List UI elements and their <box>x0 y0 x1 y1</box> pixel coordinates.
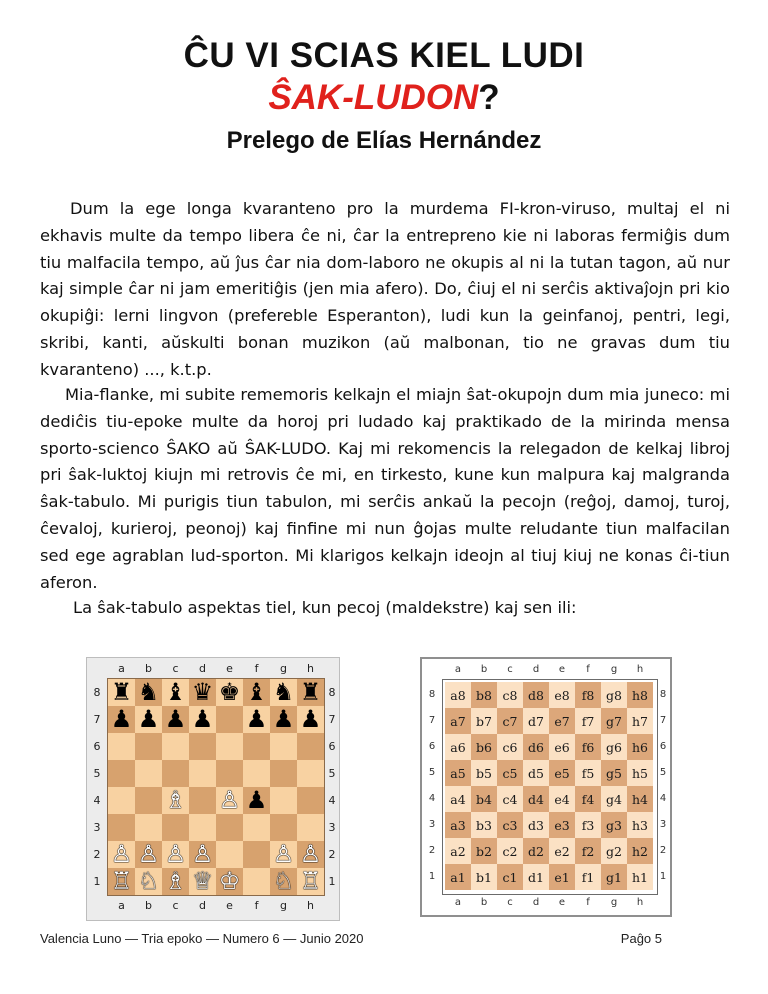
file-label-bottom: h <box>636 897 644 908</box>
coordinate-square: f7 <box>575 708 601 734</box>
chess-piece-b7: ♟ <box>137 705 160 733</box>
coordinate-square: g4 <box>601 786 627 812</box>
coordinate-square: h2 <box>627 838 653 864</box>
file-label-top: g <box>610 664 618 675</box>
rank-label-right: 5 <box>328 767 336 780</box>
rank-label-left: 4 <box>428 793 436 804</box>
coordinate-square: d4 <box>523 786 549 812</box>
file-label-top: a <box>454 664 462 675</box>
coordinate-square: c5 <box>497 760 523 786</box>
file-label-bottom: c <box>172 899 179 912</box>
coordinate-square: f4 <box>575 786 601 812</box>
chess-piece-h2: ♙ <box>299 840 322 868</box>
square-f4 <box>243 787 270 814</box>
square-b1 <box>135 868 162 895</box>
rank-label-right: 8 <box>328 686 336 699</box>
rank-label-right: 7 <box>328 713 336 726</box>
file-label-bottom: e <box>558 897 566 908</box>
square-a7 <box>108 706 135 733</box>
chess-piece-a8: ♜ <box>110 678 133 706</box>
file-label-top: d <box>532 664 540 675</box>
coordinate-square: a3 <box>445 812 471 838</box>
rank-label-left: 6 <box>428 741 436 752</box>
footer-page-number: Paĝo 5 <box>620 931 662 946</box>
square-c7 <box>162 706 189 733</box>
rank-label-left: 7 <box>93 713 101 726</box>
square-h7 <box>297 706 324 733</box>
coordinate-square: e6 <box>549 734 575 760</box>
square-c4 <box>162 787 189 814</box>
rank-label-left: 3 <box>93 821 101 834</box>
square-d1 <box>189 868 216 895</box>
square-e5 <box>216 760 243 787</box>
chess-piece-g8: ♞ <box>272 678 295 706</box>
chess-piece-c2: ♙ <box>164 840 187 868</box>
square-d8 <box>189 679 216 706</box>
coordinate-square: d6 <box>523 734 549 760</box>
square-h8 <box>297 679 324 706</box>
coordinate-square: g7 <box>601 708 627 734</box>
square-c2 <box>162 841 189 868</box>
file-label-bottom: a <box>118 899 125 912</box>
square-c8 <box>162 679 189 706</box>
square-a3 <box>108 814 135 841</box>
coordinate-square: g5 <box>601 760 627 786</box>
square-g2 <box>270 841 297 868</box>
coordinate-square: h6 <box>627 734 653 760</box>
coordinate-square: d1 <box>523 864 549 890</box>
coordinate-square: a6 <box>445 734 471 760</box>
coordinate-square: b3 <box>471 812 497 838</box>
square-f8 <box>243 679 270 706</box>
file-label-bottom: f <box>586 897 590 908</box>
file-label-bottom: f <box>254 899 259 912</box>
square-e4 <box>216 787 243 814</box>
rank-label-right: 1 <box>328 875 336 888</box>
coordinate-square: c1 <box>497 864 523 890</box>
coordinate-square: a8 <box>445 682 471 708</box>
chess-piece-d1: ♕ <box>191 867 214 895</box>
coordinate-square: b8 <box>471 682 497 708</box>
chess-piece-d7: ♟ <box>191 705 214 733</box>
rank-label-left: 8 <box>93 686 101 699</box>
coordinate-grid <box>445 682 653 890</box>
coordinate-square: e1 <box>549 864 575 890</box>
coordinate-square: e8 <box>549 682 575 708</box>
chess-piece-e4: ♙ <box>218 786 241 814</box>
coordinate-square: g2 <box>601 838 627 864</box>
rank-label-left: 2 <box>93 848 101 861</box>
square-b6 <box>135 733 162 760</box>
chess-piece-b8: ♞ <box>137 678 160 706</box>
rank-label-right: 3 <box>328 821 336 834</box>
file-label-top: e <box>558 664 566 675</box>
square-h6 <box>297 733 324 760</box>
chess-piece-h8: ♜ <box>299 678 322 706</box>
square-c6 <box>162 733 189 760</box>
file-label-bottom: g <box>280 899 287 912</box>
coordinate-square: g6 <box>601 734 627 760</box>
chess-piece-c4: ♗ <box>164 786 187 814</box>
square-c5 <box>162 760 189 787</box>
square-e7 <box>216 706 243 733</box>
square-g4 <box>270 787 297 814</box>
coordinate-square: g1 <box>601 864 627 890</box>
coordinate-square: b7 <box>471 708 497 734</box>
coordinate-square: c6 <box>497 734 523 760</box>
coordinate-square: f8 <box>575 682 601 708</box>
file-label-bottom: c <box>507 897 513 908</box>
square-a5 <box>108 760 135 787</box>
square-f6 <box>243 733 270 760</box>
square-f1 <box>243 868 270 895</box>
square-a1 <box>108 868 135 895</box>
square-d5 <box>189 760 216 787</box>
file-label-bottom: b <box>145 899 152 912</box>
rank-label-left: 2 <box>428 845 436 856</box>
paragraph-3: La ŝak-tabulo aspektas tiel, kun pecoj (maldekstre) kaj sen ili: <box>73 598 577 617</box>
square-c1 <box>162 868 189 895</box>
file-label-top: c <box>172 662 179 675</box>
rank-label-right: 3 <box>659 819 667 830</box>
square-a6 <box>108 733 135 760</box>
chess-piece-d8: ♛ <box>191 678 214 706</box>
paragraph-2: Mia-flanke, mi subite rememoris kelkajn el miajn ŝat-okupojn dum mia juneco: mi dediĉis tiu-epoke multe da horoj pri ludado kaj praktikado de la mirinda mensa sporto-scienco ŜAKO aŭ ŜAK-LUDO. Kaj mi rekomencis la relegadon de kelkaj libroj pri ŝak-luktoj kiujn mi retrovis ĉe mi, en tirkesto, kune kun malpura kaj malgranda ŝak-tabulo. Mi purigis tiun tabulon, mi serĉis ankaŭ la pecojn (reĝoj, damoj, turoj, ĉevaloj, kurieroj, peonoj) kaj finfine mi nun ĝojas multe reludante tiun malfacilan sed ege agrablan lud-sporton. Mi klarigos kelkajn ideojn al tiuj kiuj ne konas ĉi-tiun aferon. <box>40 385 730 592</box>
coordinate-square: c2 <box>497 838 523 864</box>
square-e2 <box>216 841 243 868</box>
rank-label-right: 7 <box>659 715 667 726</box>
chess-piece-c7: ♟ <box>164 705 187 733</box>
chess-piece-a2: ♙ <box>110 840 133 868</box>
coordinate-square: d8 <box>523 682 549 708</box>
square-h4 <box>297 787 324 814</box>
rank-label-right: 2 <box>659 845 667 856</box>
coordinate-square: h5 <box>627 760 653 786</box>
square-a8 <box>108 679 135 706</box>
coordinate-square: b4 <box>471 786 497 812</box>
chess-piece-f7: ♟ <box>245 705 268 733</box>
square-c3 <box>162 814 189 841</box>
chess-piece-f8: ♝ <box>245 678 268 706</box>
square-g8 <box>270 679 297 706</box>
title-line-2 <box>0 78 768 118</box>
square-g7 <box>270 706 297 733</box>
coordinate-square: f6 <box>575 734 601 760</box>
file-label-top: g <box>280 662 287 675</box>
chess-piece-g1: ♘ <box>272 867 295 895</box>
coordinate-square: f2 <box>575 838 601 864</box>
coordinate-square: a5 <box>445 760 471 786</box>
coordinate-square: c7 <box>497 708 523 734</box>
square-b7 <box>135 706 162 733</box>
coordinate-square: b6 <box>471 734 497 760</box>
rank-label-right: 2 <box>328 848 336 861</box>
rank-label-left: 5 <box>428 767 436 778</box>
rank-label-left: 4 <box>93 794 101 807</box>
file-label-bottom: a <box>454 897 462 908</box>
coordinate-square: c4 <box>497 786 523 812</box>
coordinate-board-frame <box>442 679 658 895</box>
square-e8 <box>216 679 243 706</box>
chess-piece-g7: ♟ <box>272 705 295 733</box>
coordinate-square: a7 <box>445 708 471 734</box>
square-b5 <box>135 760 162 787</box>
file-label-bottom: b <box>480 897 488 908</box>
square-f5 <box>243 760 270 787</box>
subtitle: Prelego de Elías Hernández <box>226 127 542 154</box>
coordinate-square: d7 <box>523 708 549 734</box>
file-label-top: d <box>199 662 206 675</box>
coordinate-square: c8 <box>497 682 523 708</box>
coordinate-square: e2 <box>549 838 575 864</box>
coordinate-square: b5 <box>471 760 497 786</box>
square-g6 <box>270 733 297 760</box>
square-a4 <box>108 787 135 814</box>
title-red-word: ŜAK-LUDON <box>268 78 479 117</box>
rank-label-left: 6 <box>93 740 101 753</box>
chess-piece-d2: ♙ <box>191 840 214 868</box>
square-d4 <box>189 787 216 814</box>
square-f7 <box>243 706 270 733</box>
rank-label-right: 8 <box>659 689 667 700</box>
coordinate-square: f1 <box>575 864 601 890</box>
chess-piece-b2: ♙ <box>137 840 160 868</box>
square-g3 <box>270 814 297 841</box>
coordinate-square: e7 <box>549 708 575 734</box>
coordinate-square: h1 <box>627 864 653 890</box>
square-e1 <box>216 868 243 895</box>
file-label-bottom: e <box>226 899 233 912</box>
rank-label-right: 6 <box>659 741 667 752</box>
chess-piece-h7: ♟ <box>299 705 322 733</box>
coordinate-square: h8 <box>627 682 653 708</box>
chess-piece-c1: ♗ <box>164 867 187 895</box>
square-d7 <box>189 706 216 733</box>
coordinate-square: e4 <box>549 786 575 812</box>
chess-piece-h1: ♖ <box>299 867 322 895</box>
file-label-top: e <box>226 662 233 675</box>
coordinate-square: g3 <box>601 812 627 838</box>
square-d6 <box>189 733 216 760</box>
coordinate-square: e3 <box>549 812 575 838</box>
footer-publication: Valencia Luno — Tria epoko — Numero 6 — Junio 2020 <box>40 931 364 946</box>
square-g1 <box>270 868 297 895</box>
coordinate-square: e5 <box>549 760 575 786</box>
rank-label-right: 1 <box>659 871 667 882</box>
chessboard-coordinates <box>420 657 672 917</box>
square-b2 <box>135 841 162 868</box>
rank-label-left: 3 <box>428 819 436 830</box>
square-f3 <box>243 814 270 841</box>
coordinate-square: b2 <box>471 838 497 864</box>
coordinate-square: a4 <box>445 786 471 812</box>
coordinate-square: h3 <box>627 812 653 838</box>
chess-piece-a1: ♖ <box>110 867 133 895</box>
coordinate-square: d2 <box>523 838 549 864</box>
chess-piece-f4: ♟ <box>245 786 268 814</box>
file-label-top: c <box>507 664 513 675</box>
square-b4 <box>135 787 162 814</box>
coordinate-square: f3 <box>575 812 601 838</box>
chessboard-grid <box>107 678 325 896</box>
file-label-bottom: d <box>199 899 206 912</box>
coordinate-square: g8 <box>601 682 627 708</box>
square-d3 <box>189 814 216 841</box>
square-a2 <box>108 841 135 868</box>
chess-piece-e8: ♚ <box>218 678 241 706</box>
square-b8 <box>135 679 162 706</box>
square-h3 <box>297 814 324 841</box>
file-label-top: b <box>145 662 152 675</box>
square-e6 <box>216 733 243 760</box>
coordinate-square: a1 <box>445 864 471 890</box>
square-d2 <box>189 841 216 868</box>
file-label-top: h <box>307 662 314 675</box>
file-label-top: f <box>254 662 259 675</box>
file-label-top: h <box>636 664 644 675</box>
square-b3 <box>135 814 162 841</box>
rank-label-left: 5 <box>93 767 101 780</box>
file-label-bottom: d <box>532 897 540 908</box>
paragraph-1: Dum la ege longa kvaranteno pro la murdema FI-kron-viruso, multaj el ni ekhavis multe da tempo libera ĉe ni, ĉar la entrepreno kie ni laboras fermiĝis dum tiu malfacila tempo, aŭ ĵus ĉar nia dom-laboro ne okupis al ni la tutan tagon, aŭ nur kaj simple ĉar ni jam emeritiĝis (jen mia afero). Do, ĉiuj el ni serĉis aktivaĵojn pri kio okupiĝi: lerni lingvon (prefereble Esperanton), ludi kun la geinfanoj, pentri, legi, skribi, kanti, aŭskulti bonan muzikon (aŭ malbonan, tio ne gravas dum tiu kvaranteno) ..., k.t.p. <box>40 199 730 379</box>
file-label-top: a <box>118 662 125 675</box>
chess-piece-e1: ♔ <box>218 867 241 895</box>
rank-label-left: 7 <box>428 715 436 726</box>
coordinate-square: d3 <box>523 812 549 838</box>
coordinate-square: c3 <box>497 812 523 838</box>
rank-label-right: 4 <box>659 793 667 804</box>
coordinate-square: h4 <box>627 786 653 812</box>
square-g5 <box>270 760 297 787</box>
file-label-bottom: g <box>610 897 618 908</box>
file-label-bottom: h <box>307 899 314 912</box>
square-h1 <box>297 868 324 895</box>
title-question-mark: ? <box>478 78 500 117</box>
square-h5 <box>297 760 324 787</box>
chessboard-with-pieces <box>86 657 340 921</box>
rank-label-left: 1 <box>428 871 436 882</box>
chess-piece-a7: ♟ <box>110 705 133 733</box>
coordinate-square: b1 <box>471 864 497 890</box>
chess-piece-b1: ♘ <box>137 867 160 895</box>
chess-piece-c8: ♝ <box>164 678 187 706</box>
square-e3 <box>216 814 243 841</box>
coordinate-square: a2 <box>445 838 471 864</box>
rank-label-right: 5 <box>659 767 667 778</box>
rank-label-left: 1 <box>93 875 101 888</box>
coordinate-square: f5 <box>575 760 601 786</box>
file-label-top: f <box>586 664 590 675</box>
rank-label-right: 4 <box>328 794 336 807</box>
rank-label-left: 8 <box>428 689 436 700</box>
chess-piece-g2: ♙ <box>272 840 295 868</box>
file-label-top: b <box>480 664 488 675</box>
square-h2 <box>297 841 324 868</box>
square-f2 <box>243 841 270 868</box>
title-line-1: ĈU VI SCIAS KIEL LUDI <box>183 36 585 75</box>
coordinate-square: h7 <box>627 708 653 734</box>
rank-label-right: 6 <box>328 740 336 753</box>
coordinate-square: d5 <box>523 760 549 786</box>
